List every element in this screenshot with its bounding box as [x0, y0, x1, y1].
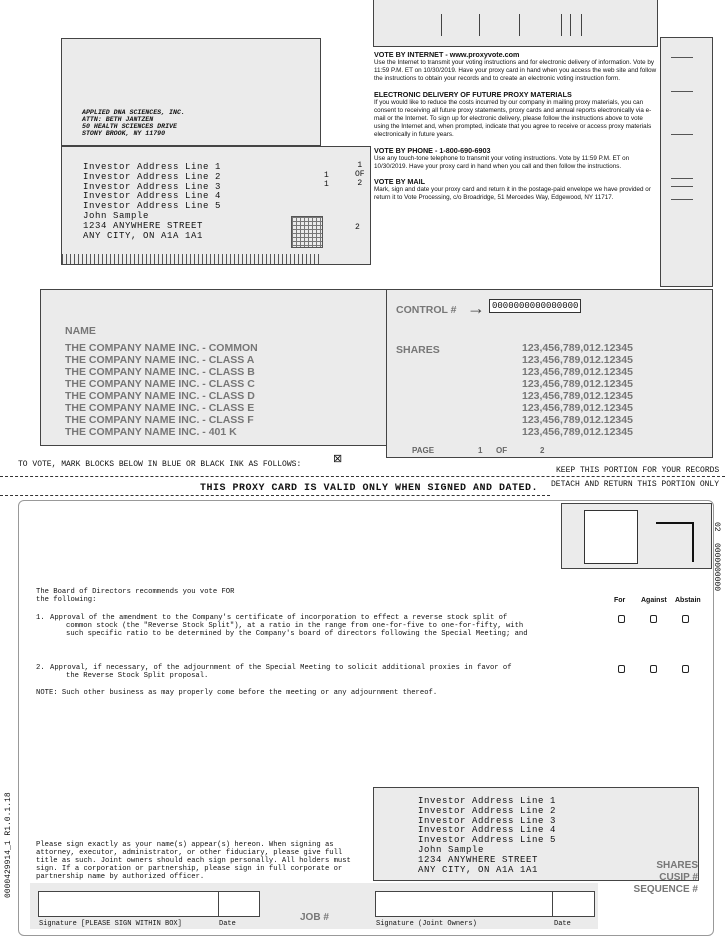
- sample-mark-icon: ⊠: [333, 453, 343, 465]
- investor-address: [83, 163, 221, 241]
- company-row: THE COMPANY NAME INC. - CLASS E: [65, 402, 255, 414]
- share-value: 123,456,789,012.12345: [522, 426, 633, 438]
- page-of: OF: [496, 446, 508, 455]
- signature-label: Signature [PLEASE SIGN WITHIN BOX]: [39, 920, 182, 928]
- company-row: THE COMPANY NAME INC. - CLASS C: [65, 378, 255, 390]
- col-against: Against: [641, 597, 667, 604]
- sender-line: 50 HEALTH SCIENCES DRIVE: [82, 123, 177, 130]
- page-label: PAGE: [412, 446, 435, 455]
- side-number: OF: [355, 170, 365, 179]
- holdings-box: [40, 289, 387, 446]
- proposal-line: Approval, if necessary, of the adjournment of the Special Meeting to solicit additional proxies in favor of: [50, 664, 512, 672]
- control-number: 0000000000000000: [489, 299, 581, 313]
- investor-address-box: [61, 146, 371, 265]
- side-number: 1: [324, 180, 329, 189]
- voting-instructions: [374, 48, 659, 202]
- page-num: 1: [478, 446, 483, 455]
- scan-mark: [671, 57, 693, 58]
- page-side-number-c: 2: [355, 223, 360, 232]
- voting-instruction: TO VOTE, MARK BLOCKS BELOW IN BLUE OR BLACK INK AS FOLLOWS:: [18, 460, 302, 469]
- cut-line-bottom: [0, 495, 550, 496]
- proposal-text: [50, 664, 512, 680]
- company-row: THE COMPANY NAME INC. - CLASS D: [65, 390, 255, 402]
- phone-title: VOTE BY PHONE - 1-800-690-6903: [374, 145, 491, 155]
- mail-text: Mark, sign and date your proxy card and return it in the postage-paid envelope we have provided or return it to Vote Processing, c/o Broadridge, 51 Mercedes Way, Edgewood, NY 11717.: [374, 186, 651, 202]
- sender-address: [82, 109, 185, 137]
- proposal-text: [50, 614, 528, 638]
- address-line: Investor Address Line 1: [83, 162, 222, 172]
- col-for: For: [614, 597, 626, 604]
- company-row: THE COMPANY NAME INC. - CLASS F: [65, 414, 254, 426]
- control-arrow-icon: →: [467, 298, 485, 318]
- address-line: ANY CITY, ON A1A 1A1: [83, 230, 204, 241]
- instruction-line: sign. If a corporation or partnership, please sign in full corporate or: [36, 865, 343, 873]
- proposal-number: 2.: [36, 664, 45, 672]
- proposal-1-against-checkbox[interactable]: [650, 615, 657, 623]
- ruler: [62, 254, 320, 264]
- share-value: 123,456,789,012.12345: [522, 402, 633, 414]
- valid-notice: THIS PROXY CARD IS VALID ONLY WHEN SIGNED AND DATED.: [200, 483, 539, 494]
- side-number: 2: [357, 179, 363, 188]
- proposal-line: such specific ratio to be determined by the Company's board of directors following the Special Meeting; and: [66, 630, 528, 638]
- sender-line: APPLIED DNA SCIENCES, INC.: [82, 109, 185, 116]
- company-row: THE COMPANY NAME INC. - CLASS A: [65, 354, 255, 366]
- joint-signature-label: Signature (Joint Owners): [376, 920, 477, 928]
- barcode-bar: [441, 14, 442, 36]
- proposal-number: 1.: [36, 614, 45, 622]
- sign-instructions: [36, 841, 351, 881]
- sender-address-box: [61, 38, 321, 146]
- control-label: CONTROL #: [396, 304, 457, 316]
- barcode-box: [373, 0, 658, 47]
- share-values: [522, 342, 633, 438]
- name-label: NAME: [65, 325, 96, 337]
- date-box[interactable]: [218, 891, 260, 917]
- grid-mark: [291, 216, 323, 248]
- mail-title: VOTE BY MAIL: [374, 177, 425, 187]
- date-label-2: Date: [554, 920, 571, 928]
- address-line: Investor Address Line 2: [418, 805, 557, 816]
- share-value: 123,456,789,012.12345: [522, 354, 633, 366]
- shares-label: SHARES: [396, 344, 440, 356]
- share-value: 123,456,789,012.12345: [522, 342, 633, 354]
- scan-strip: [660, 37, 713, 287]
- proposal-line: common stock (the "Reverse Stock Split"), at a ratio in the range from one-for-five to one-for-fifty, with: [66, 622, 524, 630]
- scan-box: [561, 503, 712, 569]
- address-line: Investor Address Line 5: [83, 201, 222, 212]
- share-value: 123,456,789,012.12345: [522, 378, 633, 390]
- address-line: John Sample: [418, 844, 485, 855]
- share-value: 123,456,789,012.12345: [522, 390, 633, 402]
- electronic-text: If you would like to reduce the costs incurred by our company in mailing proxy materials, you can consent to receiving all future proxy statements, proxy cards and annual reports electronically via e-mail or the Internet. To sign up for electronic delivery, please follow the instructions above to vote using the Internet and, when prompted, indicate that you agree to receive or access proxy materials electronically in future years.: [374, 98, 652, 139]
- company-row: THE COMPANY NAME INC. - 401 K: [65, 426, 237, 438]
- phone-text: Use any touch-tone telephone to transmit your voting instructions. Vote by 11:59 P.M. ET on 10/30/2019. Have your proxy card in hand when you call and then follow the instructions.: [374, 154, 630, 170]
- address-line: ANY CITY, ON A1A 1A1: [418, 864, 539, 875]
- detach-portion: DETACH AND RETURN THIS PORTION ONLY: [551, 480, 720, 489]
- left-vertical-code: 0000429914_1 R1.0.1.18: [4, 792, 13, 898]
- sender-line: ATTN: BETH JANTZEN: [82, 116, 154, 123]
- address-line: Investor Address Line 1: [418, 796, 557, 806]
- col-abstain: Abstain: [675, 597, 701, 604]
- barcode-bar: [519, 14, 520, 36]
- barcode-bar: [561, 14, 562, 36]
- scan-square: [584, 510, 638, 564]
- page-side-number: [355, 161, 365, 188]
- address-line: Investor Address Line 5: [418, 835, 557, 846]
- electronic-title: ELECTRONIC DELIVERY OF FUTURE PROXY MATERIALS: [374, 89, 572, 99]
- board-recommend: [36, 588, 234, 604]
- instruction-line: partnership name by authorized officer.: [36, 873, 205, 881]
- address-line: Investor Address Line 3: [418, 815, 557, 826]
- recommend-line: the following:: [36, 596, 97, 604]
- internet-title: VOTE BY INTERNET - www.proxyvote.com: [374, 50, 520, 59]
- proposal-1-abstain-checkbox[interactable]: [682, 615, 689, 623]
- control-shares-box: [386, 289, 713, 458]
- joint-date-box[interactable]: [552, 891, 595, 917]
- instruction-line: attorney, executor, administrator, or other fiduciary, please give full: [36, 849, 343, 857]
- proposal-line: the Reverse Stock Split proposal.: [66, 672, 209, 680]
- proposal-2-for-checkbox[interactable]: [618, 665, 625, 673]
- right-vertical-code-bottom: 0000000000: [712, 543, 721, 592]
- joint-signature-box[interactable]: [375, 891, 553, 917]
- sender-line: STONY BROOK, NY 11790: [82, 130, 166, 137]
- address-line: Investor Address Line 4: [83, 191, 222, 202]
- side-number: 1: [324, 171, 329, 180]
- right-labels: [598, 860, 698, 896]
- address-line: 1234 ANYWHERE STREET: [83, 220, 204, 231]
- barcode-bar: [570, 14, 571, 36]
- page-total: 2: [540, 446, 545, 455]
- instruction-line: Please sign exactly as your name(s) appear(s) hereon. When signing as: [36, 841, 334, 849]
- barcode-bar: [479, 14, 480, 36]
- signature-box[interactable]: [38, 891, 219, 917]
- job-label: JOB #: [300, 912, 329, 923]
- scan-mark: [671, 134, 693, 135]
- cusip-label: CUSIP #: [659, 872, 698, 883]
- share-value: 123,456,789,012.12345: [522, 366, 633, 378]
- scan-mark: [671, 91, 693, 92]
- shares-label: SHARES: [656, 860, 698, 871]
- share-value: 123,456,789,012.12345: [522, 414, 633, 426]
- address-line: Investor Address Line 2: [83, 171, 222, 182]
- corner-mark: [656, 522, 694, 562]
- proposal-1-for-checkbox[interactable]: [618, 615, 625, 623]
- cut-line-top: [0, 476, 725, 477]
- internet-text: Use the Internet to transmit your voting instructions and for electronic delivery of information. Vote by 11:59 P.M. ET on 10/30/2019. Have your proxy card in hand when you access the web site and follow the instructions to obtain your records and to create an electronic voting instruction form.: [374, 59, 657, 83]
- sequence-label: SEQUENCE #: [633, 884, 698, 895]
- note: NOTE: Such other business as may properly come before the meeting or any adjournment thereof.: [36, 689, 438, 697]
- proposal-2-abstain-checkbox[interactable]: [682, 665, 689, 673]
- address-line: Investor Address Line 3: [83, 181, 222, 192]
- instruction-line: title as such. Joint owners should each sign personally. All holders must: [36, 857, 351, 865]
- proposal-2-against-checkbox[interactable]: [650, 665, 657, 673]
- company-row: THE COMPANY NAME INC. - CLASS B: [65, 366, 255, 378]
- address-line: Investor Address Line 4: [418, 825, 557, 836]
- barcode-bar: [581, 14, 582, 36]
- proposal-1: [36, 614, 528, 638]
- right-vertical-code-top: 02: [712, 522, 721, 532]
- keep-portion: KEEP THIS PORTION FOR YOUR RECORDS: [556, 466, 720, 475]
- bottom-address: [418, 797, 556, 875]
- date-label: Date: [219, 920, 236, 928]
- company-row: THE COMPANY NAME INC. - COMMON: [65, 342, 258, 354]
- address-line: John Sample: [83, 210, 150, 221]
- scan-mark: [671, 186, 693, 187]
- scan-mark: [671, 199, 693, 200]
- proposal-2: [36, 664, 512, 680]
- scan-mark: [671, 178, 693, 179]
- page-side-number-b: [324, 171, 329, 189]
- side-number: 1: [357, 161, 363, 170]
- recommend-line: The Board of Directors recommends you vote FOR: [36, 588, 235, 596]
- company-list: [65, 342, 258, 438]
- address-line: 1234 ANYWHERE STREET: [418, 854, 539, 865]
- proposal-line: Approval of the amendment to the Company's certificate of incorporation to effect a reverse stock split of: [50, 614, 508, 622]
